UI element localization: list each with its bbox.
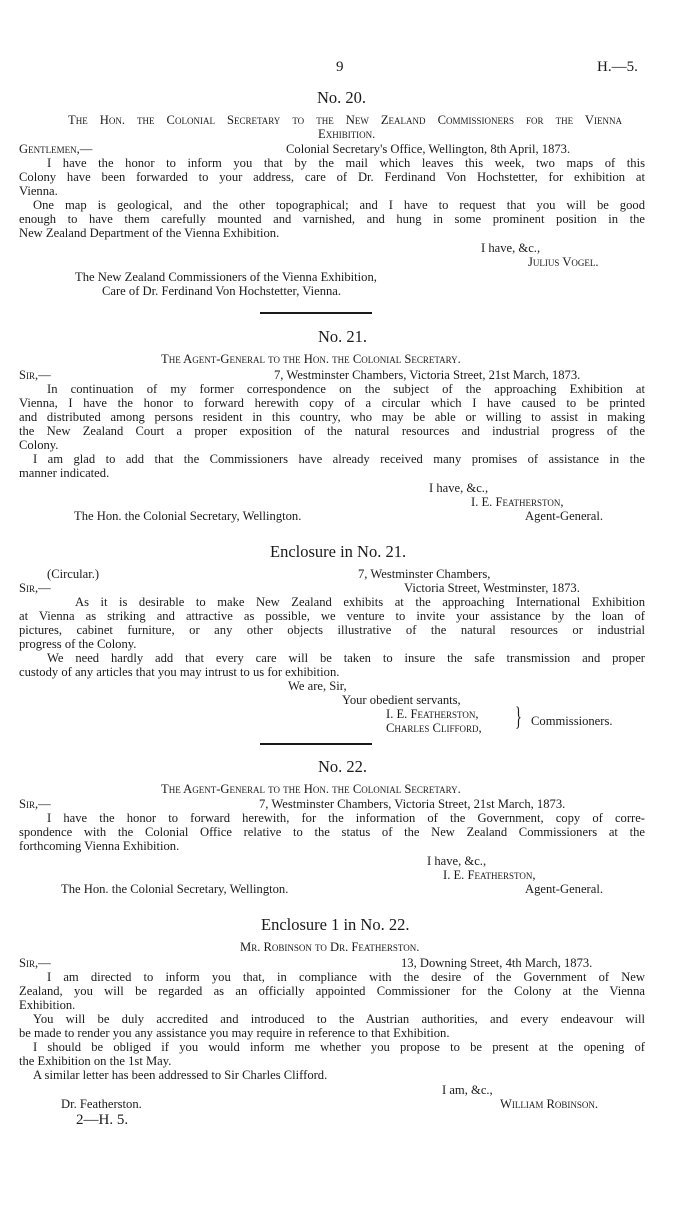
enclosure-21-paragraph-line: As it is desirable to make New Zealand exhibits at the approaching International Exhibition (75, 595, 645, 609)
enclosure-22-paragraph-line: Zealand, you will be regarded as an officially appointed Commissioner for the Colony at the Vienna (19, 984, 645, 998)
enclosure-22-heading: Enclosure 1 in No. 22. (261, 915, 410, 934)
enclosure-22-address: 13, Downing Street, 4th March, 1873. (401, 956, 593, 970)
enclosure-21-paragraph-line: pictures, cabinet furniture, or any other objects illustrative of the natural resources or industrial (19, 623, 645, 637)
letter-21-paragraph-line: the New Zealand Court a proper exposition of the natural resources and industrial progress of the (19, 424, 645, 438)
letter-21-paragraph-line: and distributed among persons resident in this country, who may be able or willing to assist in making (19, 410, 645, 424)
letter-21-salutation: Sir,— (19, 368, 51, 382)
enclosure-21-signer-title: Commissioners. (531, 714, 613, 728)
page-number: 9 (336, 59, 344, 75)
letter-20-address: Colonial Secretary's Office, Wellington, 8th April, 1873. (286, 142, 571, 156)
letter-20-paragraph-line: Colony have been forwarded to your address, care of Dr. Ferdinand Von Hochstetter, for exhibition at (19, 170, 645, 184)
letter-20-heading: No. 20. (317, 88, 367, 107)
letter-22-closing: I have, &c., (427, 854, 487, 868)
letter-22-heading: No. 22. (318, 757, 368, 776)
enclosure-22-recipient: Dr. Featherston. (61, 1097, 142, 1111)
enclosure-21-heading: Enclosure in No. 21. (270, 542, 407, 561)
letter-21-closing: I have, &c., (429, 481, 489, 495)
enclosure-22-paragraph-line: A similar letter has been addressed to Sir Charles Clifford. (33, 1068, 328, 1082)
letter-20-recipient-cont: Care of Dr. Ferdinand Von Hochstetter, Vienna. (102, 284, 342, 298)
letter-21-paragraph-line: I am glad to add that the Commissioners have already received many promises of assistance in the (33, 452, 645, 466)
letter-22-signature: I. E. Featherston, (443, 868, 536, 882)
enclosure-22-title: Mr. Robinson to Dr. Featherston. (240, 940, 420, 954)
enclosure-21-closing-cont: Your obedient servants, (342, 693, 461, 707)
enclosure-21-paragraph-line: at Vienna as striking and attractive as possible, we venture to invite your assistance by the loan of (19, 609, 645, 623)
enclosure-21-paragraph-line: custody of any articles that you may intrust to us for exhibition. (19, 665, 340, 679)
enclosure-21-signer: I. E. Featherston, (386, 707, 479, 721)
enclosure-21-signer: Charles Clifford, (386, 721, 482, 735)
letter-22-paragraph-line: forthcoming Vienna Exhibition. (19, 839, 180, 853)
letter-20-paragraph-line: Vienna. (19, 184, 58, 198)
letter-21-paragraph-line: Vienna, I have the honor to forward herewith copy of a circular which I have caused to be printed (19, 396, 645, 410)
brace-glyph: } (515, 702, 522, 731)
enclosure-22-salutation: Sir,— (19, 956, 51, 970)
letter-20-salutation: Gentlemen,— (19, 142, 93, 156)
letter-22-title: The Agent-General to the Hon. the Colonial Secretary. (161, 782, 461, 796)
letter-21-paragraph-line: In continuation of my former correspondence on the subject of the approaching Exhibition at (47, 382, 645, 396)
letter-20-signature: Julius Vogel. (528, 255, 599, 269)
enclosure-22-paragraph-line: Exhibition. (19, 998, 76, 1012)
enclosure-21-closing: We are, Sir, (288, 679, 347, 693)
letter-20-paragraph-line: enough to have them carefully mounted and varnished, and hung in some prominent position in the (19, 212, 645, 226)
letter-21-recipient: The Hon. the Colonial Secretary, Wellington. (74, 509, 302, 523)
enclosure-22-paragraph-line: You will be duly accredited and introduced to the Austrian authorities, and every endeavour will (33, 1012, 645, 1026)
enclosure-22-paragraph-line: I should be obliged if you would inform me whether you propose to be present at the opening of (33, 1040, 645, 1054)
letter-21-title: The Agent-General to the Hon. the Colonial Secretary. (161, 352, 461, 366)
letter-20-paragraph-line: I have the honor to inform you that by the mail which leaves this week, two maps of this (47, 156, 645, 170)
letter-20-title: The Hon. the Colonial Secretary to the New Zealand Commissioners for the Vienna (68, 113, 622, 127)
enclosure-22-paragraph-line: the Exhibition on the 1st May. (19, 1054, 172, 1068)
letter-20-paragraph-line: New Zealand Department of the Vienna Exhibition. (19, 226, 280, 240)
enclosure-21-address-cont: Victoria Street, Westminster, 1873. (404, 581, 580, 595)
enclosure-21-address: 7, Westminster Chambers, (358, 567, 491, 581)
letter-21-address: 7, Westminster Chambers, Victoria Street, 21st March, 1873. (274, 368, 581, 382)
letter-22-paragraph-line: I have the honor to forward herewith, for the information of the Government, copy of corre- (47, 811, 645, 825)
letter-21-paragraph-line: Colony. (19, 438, 59, 452)
letter-22-salutation: Sir,— (19, 797, 51, 811)
letter-20-recipient: The New Zealand Commissioners of the Vienna Exhibition, (75, 270, 377, 284)
enclosure-22-signature: William Robinson. (500, 1097, 599, 1111)
letter-21-signature: I. E. Featherston, (471, 495, 564, 509)
letter-20-paragraph-line: One map is geological, and the other topographical; and I have to request that you will be good (33, 198, 645, 212)
enclosure-21-paragraph-line: progress of the Colony. (19, 637, 137, 651)
enclosure-21-circular-label: (Circular.) (47, 567, 100, 581)
enclosure-22-paragraph-line: I am directed to inform you that, in compliance with the desire of the Government of New (47, 970, 645, 984)
letter-21-signature-title: Agent-General. (525, 509, 603, 523)
enclosure-21-salutation: Sir,— (19, 581, 51, 595)
signature-mark: 2—H. 5. (76, 1112, 129, 1128)
letter-21-heading: No. 21. (318, 327, 368, 346)
letter-22-address: 7, Westminster Chambers, Victoria Street, 21st March, 1873. (259, 797, 566, 811)
letter-22-paragraph-line: spondence with the Colonial Office relative to the status of the New Zealand Commissioners at the (19, 825, 645, 839)
enclosure-22-closing: I am, &c., (442, 1083, 493, 1097)
letter-20-closing: I have, &c., (481, 241, 541, 255)
enclosure-22-paragraph-line: be made to render you any assistance you may require in reference to that Exhibition. (19, 1026, 450, 1040)
section-divider (260, 743, 372, 745)
letter-22-signature-title: Agent-General. (525, 882, 603, 896)
section-divider (260, 312, 372, 314)
document-reference: H.—5. (597, 59, 638, 75)
letter-21-paragraph-line: manner indicated. (19, 466, 110, 480)
letter-20-title-cont: Exhibition. (318, 127, 376, 141)
letter-22-recipient: The Hon. the Colonial Secretary, Wellington. (61, 882, 289, 896)
enclosure-21-paragraph-line: We need hardly add that every care will be taken to insure the safe transmission and proper (47, 651, 645, 665)
